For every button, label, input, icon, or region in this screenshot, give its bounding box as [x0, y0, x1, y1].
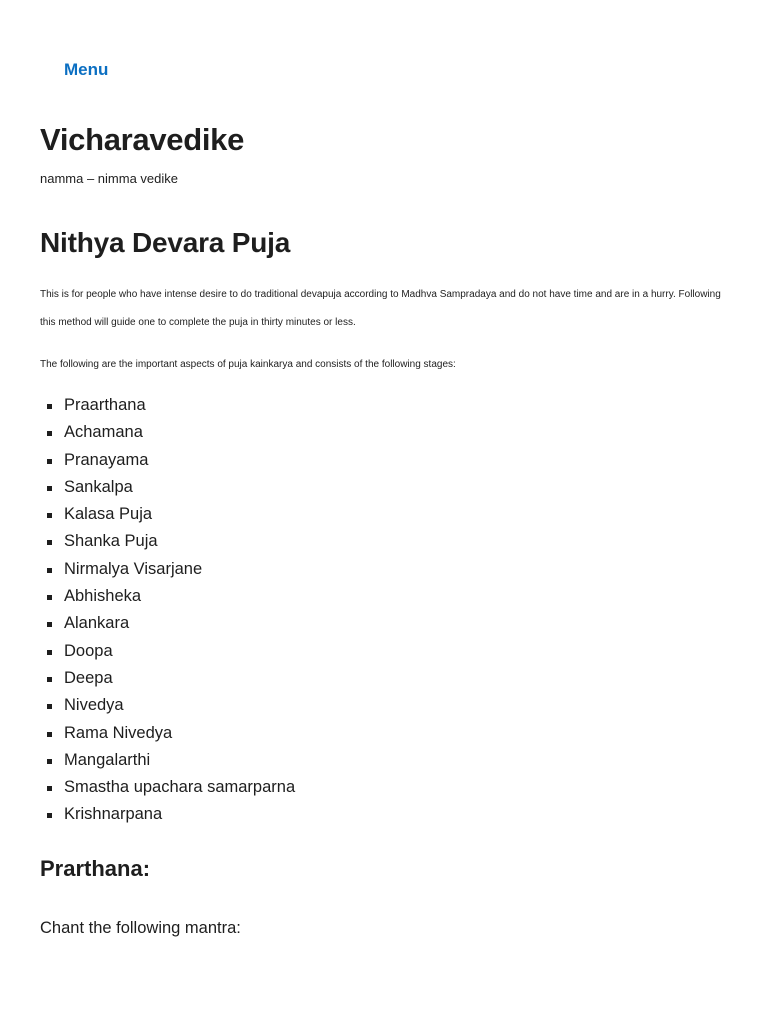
bullet-icon	[47, 404, 52, 409]
list-item	[40, 665, 295, 692]
list-item	[40, 447, 295, 474]
bullet-icon	[47, 568, 52, 573]
entry-title: Nithya Devara Puja	[40, 227, 291, 258]
list-item-label: Kalasa Puja	[64, 505, 153, 524]
list-item-label: Achamana	[64, 423, 143, 442]
list-item	[40, 801, 295, 828]
bullet-icon	[47, 786, 52, 791]
list-item	[40, 474, 295, 501]
bullet-icon	[47, 486, 52, 491]
stages-intro-paragraph: The following are the important aspects of puja kainkarya and consists of the following stages:	[40, 359, 456, 370]
list-item-label: Praarthana	[64, 396, 146, 414]
bullet-icon	[47, 595, 52, 600]
intro-paragraph: This is for people who have intense desire to do traditional devapuja according to Madhva Sampradaya and do not have time and are in a hurry. Following this method will guide one to complete the puja in thirty minutes or less.	[40, 289, 721, 328]
list-item-label: Shanka Puja	[64, 532, 158, 551]
bullet-icon	[47, 732, 52, 737]
list-item-label: Krishnarpana	[64, 805, 163, 824]
stages-list	[40, 392, 295, 829]
chant-instruction: Chant the following mantra:	[40, 919, 241, 937]
list-item-label: Rama Nivedya	[64, 723, 173, 742]
list-item-label: Alankara	[64, 614, 130, 633]
bullet-icon	[47, 650, 52, 655]
list-item	[40, 638, 295, 665]
bullet-icon	[47, 513, 52, 518]
list-item-label: Deepa	[64, 668, 113, 687]
list-item	[40, 583, 295, 610]
list-item-label: Nivedya	[64, 696, 124, 715]
section-heading: Prarthana:	[40, 856, 151, 881]
site-tagline: namma – nimma vedike	[40, 171, 178, 186]
list-item-label: Sankalpa	[64, 477, 133, 496]
bullet-icon	[47, 813, 52, 818]
menu-button[interactable]: Menu	[64, 60, 109, 79]
list-item-label: Smastha upachara samarparna	[64, 778, 296, 797]
list-item	[40, 692, 295, 719]
list-item-label: Abhisheka	[64, 587, 142, 606]
site-title[interactable]: Vicharavedike	[40, 122, 245, 157]
bullet-icon	[47, 431, 52, 436]
bullet-icon	[47, 622, 52, 627]
list-item	[40, 392, 295, 419]
list-item	[40, 528, 295, 555]
bullet-icon	[47, 459, 52, 464]
list-item	[40, 556, 295, 583]
bullet-icon	[47, 677, 52, 682]
list-item-label: Pranayama	[64, 450, 149, 469]
list-item	[40, 747, 295, 774]
list-item	[40, 501, 295, 528]
list-item-label: Mangalarthi	[64, 750, 151, 769]
list-item	[40, 419, 295, 446]
bullet-icon	[47, 540, 52, 545]
list-item	[40, 720, 295, 747]
bullet-icon	[47, 759, 52, 764]
list-item	[40, 774, 295, 801]
list-item-label: Doopa	[64, 641, 113, 660]
list-item	[40, 610, 295, 637]
list-item-label: Nirmalya Visarjane	[64, 559, 203, 578]
bullet-icon	[47, 704, 52, 709]
